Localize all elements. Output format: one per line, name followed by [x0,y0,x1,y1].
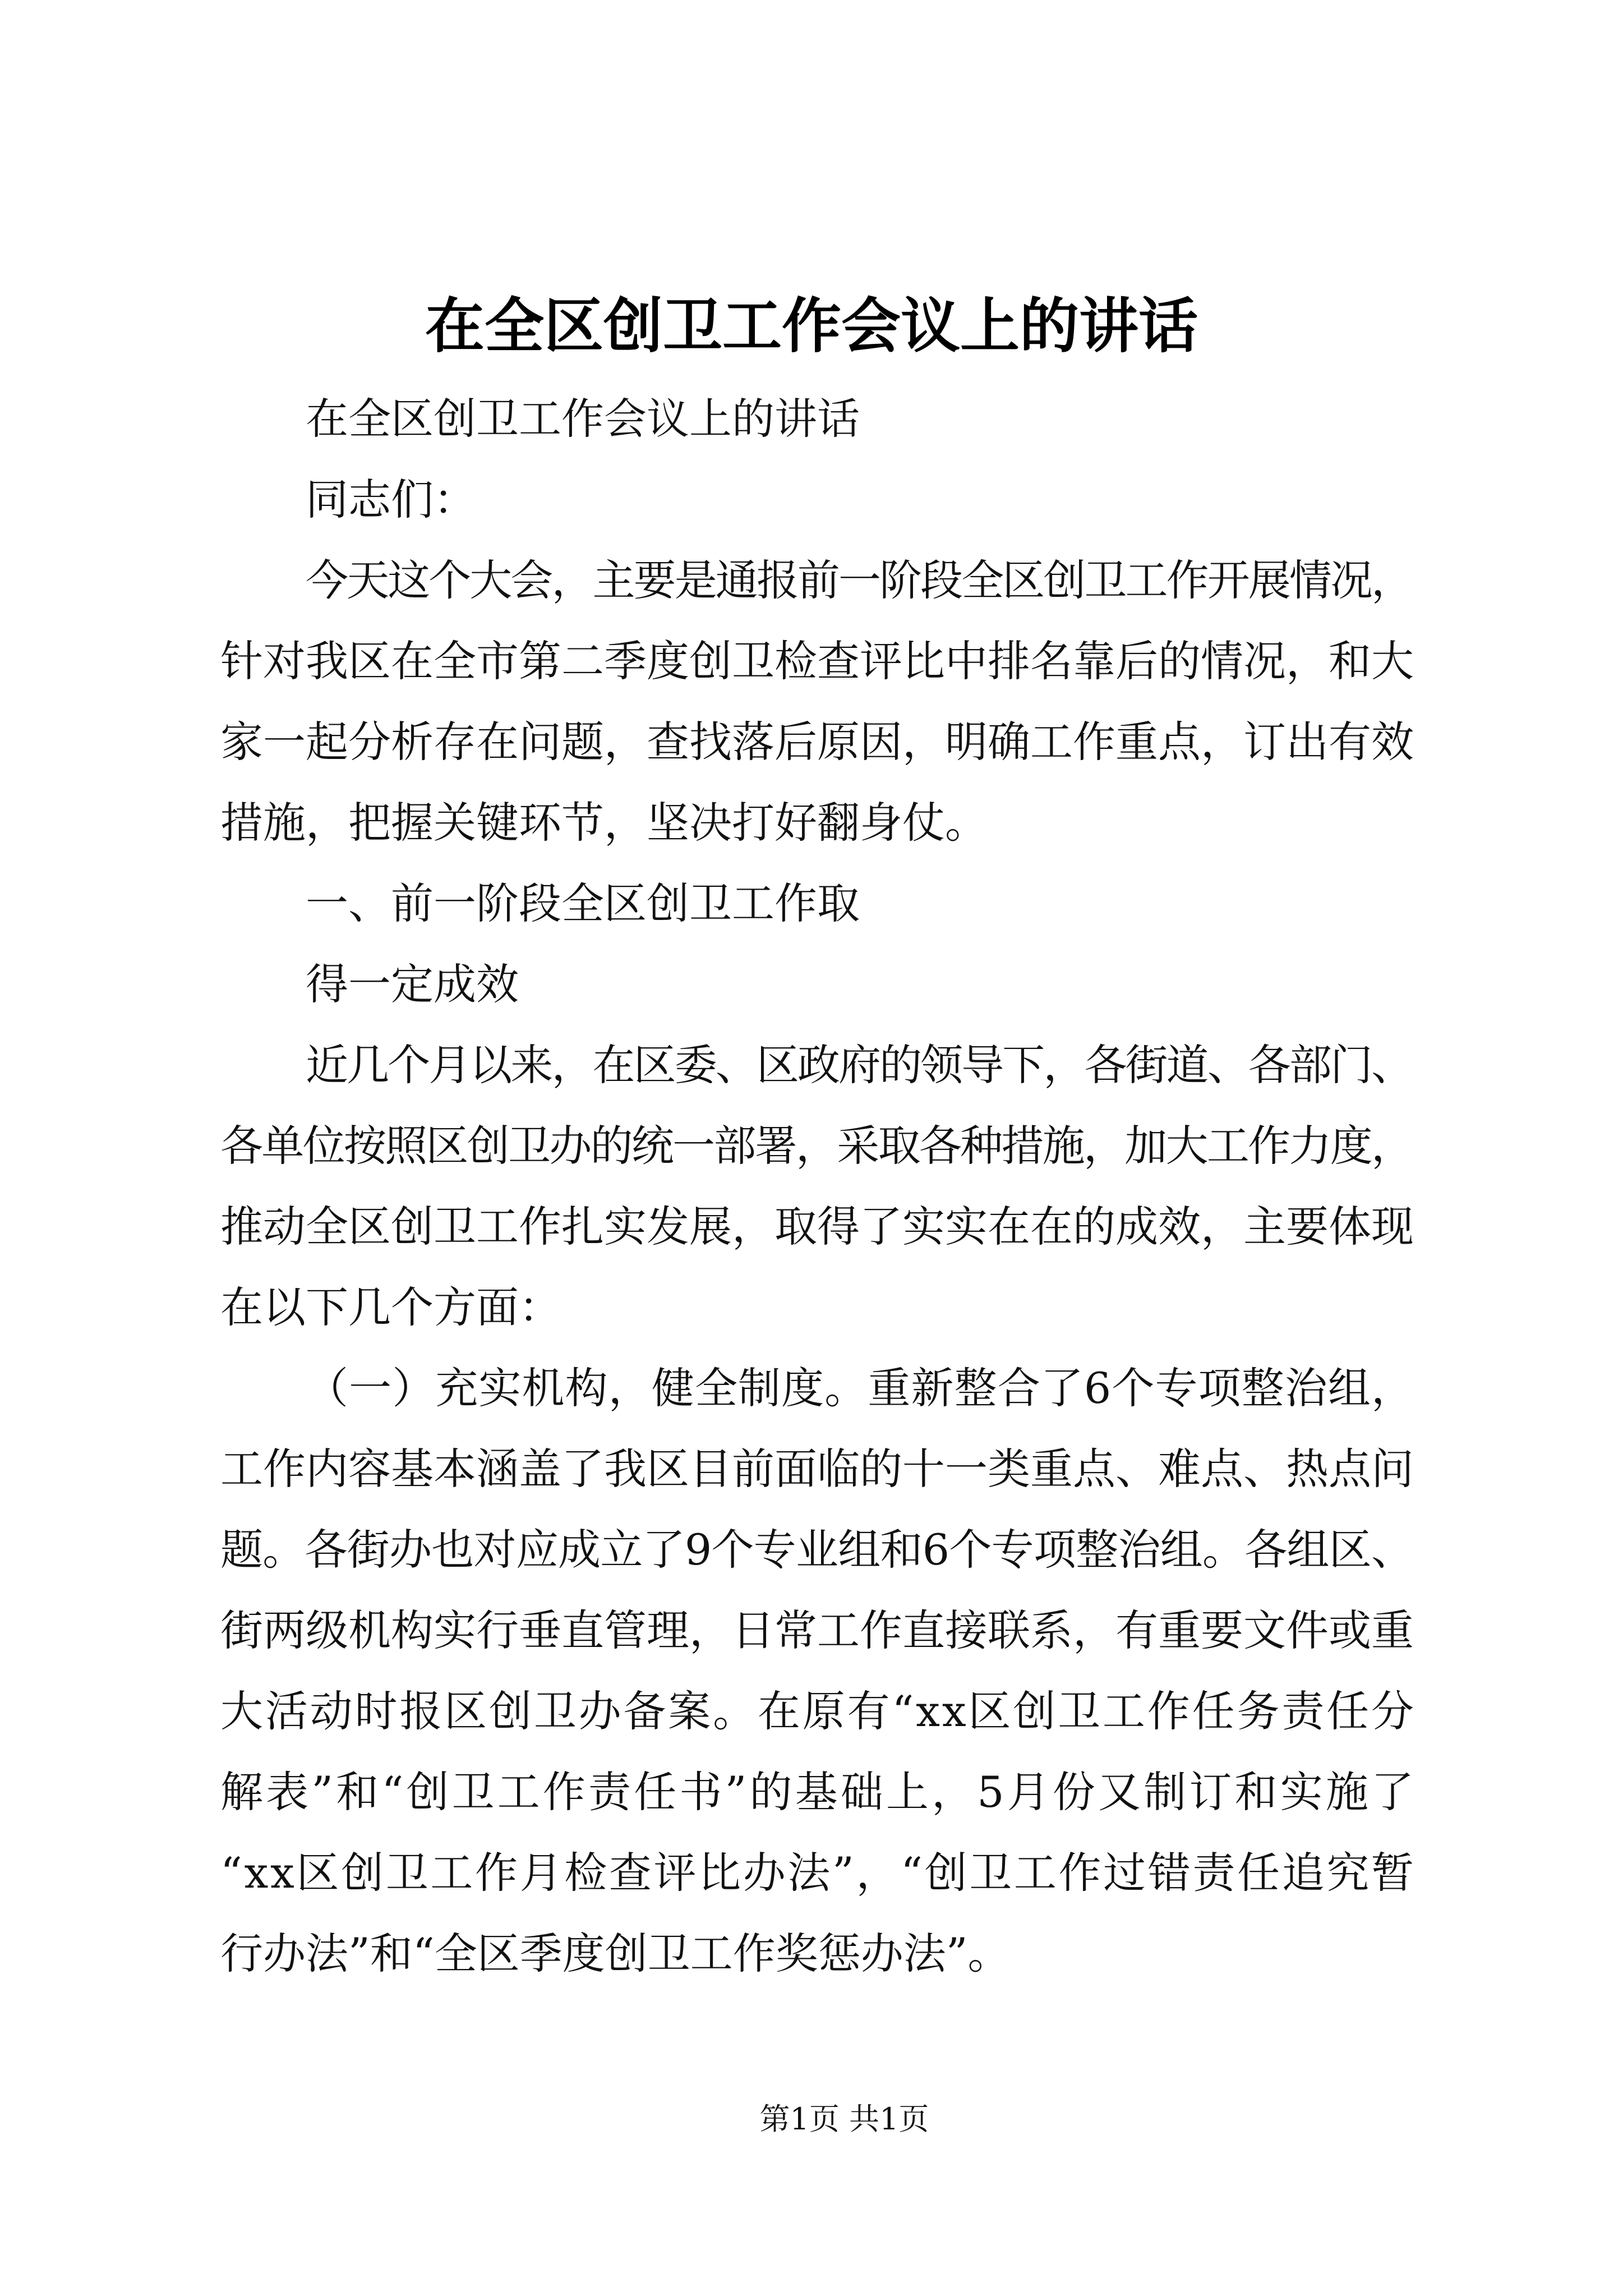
body-line-text: 大活动时报区创卫办备案。在原有“xx区创卫工作任务责任分 [220,1686,1416,1736]
body-line-text: 同志们： [306,475,476,524]
body-line [220,1913,1414,1994]
body-line-text: 针对我区在全市第二季度创卫检查评比中排名靠后的情况，和大 [220,636,1414,686]
body-line-text: 街两级机构实行垂直管理，日常工作直接联系，有重要文件或重 [220,1605,1414,1655]
body-line [220,1671,1414,1752]
page-number-footer: 第1页 共1页 [759,2101,929,2137]
body-line [220,1833,1414,1913]
section-heading-text: 一、前一阶段全区创卫工作取 [306,878,860,928]
body-line-text: 工作内容基本涵盖了我区目前面临的十一类重点、难点、热点问 [220,1444,1414,1494]
section-heading-text: 得一定成效 [306,959,519,1009]
body-line-text: 各单位按照区创卫办的统一部署，采取各种措施，加大工作力度， [220,1121,1413,1171]
body-line [220,540,1414,621]
body-line-text: 近几个月以来，在区委、区政府的领导下，各街道、各部门、 [306,1040,1413,1090]
body-line [220,1590,1414,1671]
body-line [220,379,1414,459]
body-line-text: 解表”和“创卫工作责任书”的基础上，5月份又制订和实施了 [220,1767,1417,1817]
body-line-text: 推动全区创卫工作扎实发展，取得了实实在在的成效，主要体现 [220,1202,1414,1251]
body-line [220,1752,1417,1833]
body-line [220,1267,1414,1348]
body-line [220,1186,1414,1267]
body-line-text: 在以下几个方面： [220,1282,561,1332]
body-line [220,1429,1414,1510]
body-line [220,621,1414,702]
section-heading-line [220,863,1414,944]
body-line-text: 今天这个大会，主要是通报前一阶段全区创卫工作开展情况， [306,555,1413,605]
body-line [220,1348,1414,1429]
body-line [220,1025,1414,1106]
body-line-text: 在全区创卫工作会议上的讲话 [306,394,860,444]
body-line [220,459,1414,540]
section-heading-line [220,944,1414,1025]
body-line-text: 措施，把握关键环节，坚决打好翻身仗。 [220,798,988,848]
body-line-text: “xx区创卫工作月检查评比办法”，“创卫工作过错责任追究暂 [220,1848,1416,1898]
body-line [220,1106,1414,1186]
body-line-text: 行办法”和“全区季度创卫工作奖惩办法”。 [220,1929,1011,1978]
body-line-text: （一）充实机构，健全制度。重新整合了6个专项整治组， [306,1363,1415,1413]
document-body [220,379,1417,1994]
document-title: 在全区创卫工作会议上的讲话 [425,291,1198,361]
body-line [220,783,1414,863]
body-line [220,1510,1414,1590]
body-line [220,702,1414,783]
body-line-text: 题。各街办也对应成立了9个专业组和6个专项整治组。各组区、 [220,1525,1414,1575]
body-line-text: 家一起分析存在问题，查找落后原因，明确工作重点，订出有效 [220,717,1414,767]
